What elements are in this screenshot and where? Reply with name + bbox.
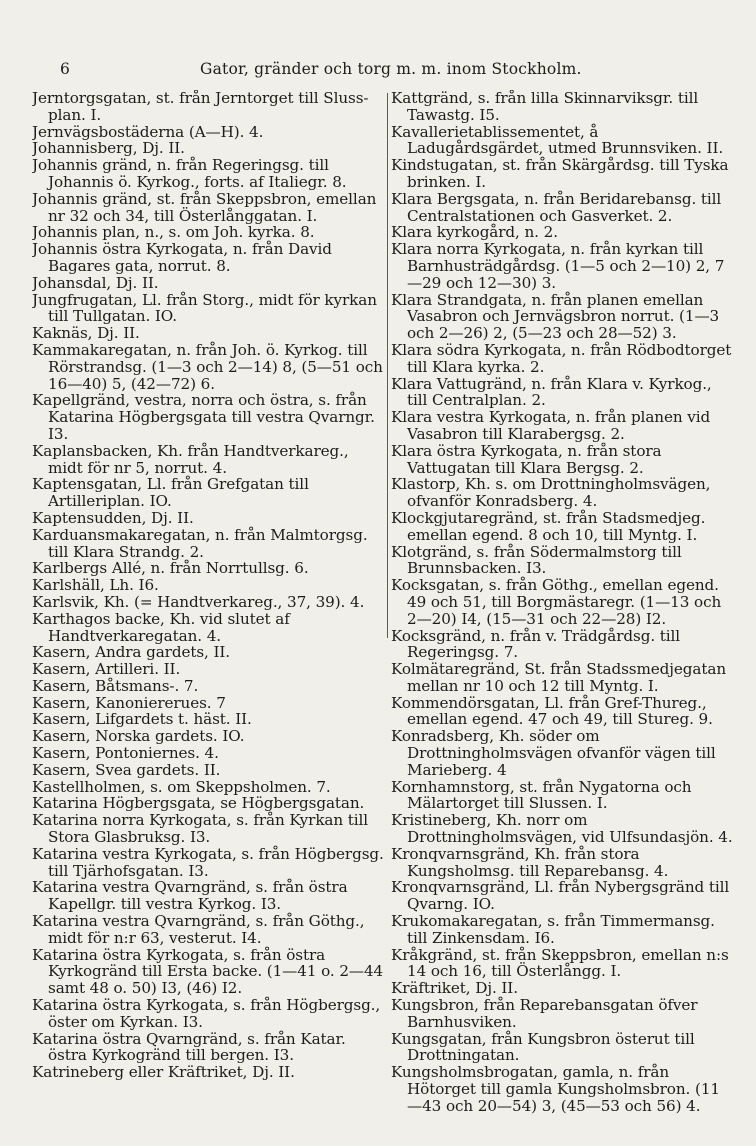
index-entry: Johannis gränd, st. från Skeppsbron, emellan nr 32 och 34, till Österlånggatan. I. bbox=[32, 189, 377, 225]
index-entry: Kaptensudden, Dj. II. bbox=[32, 508, 194, 527]
index-entry: Johannis gränd, n. från Regeringsg. till Johannis ö. Kyrkog., forts. af Italiegr. 8. bbox=[32, 156, 347, 191]
index-entry: Karthagos backe, Kh. vid slutet af Handtverkaregatan. 4. bbox=[32, 609, 290, 645]
index-entry: Johannis östra Kyrkogata, n. från David Bagares gata, norrut. 8. bbox=[32, 240, 332, 275]
index-entry: Katarina norra Kyrkogata, s. från Kyrkan till Stora Glasbruksg. I3. bbox=[32, 811, 369, 847]
index-entry: Kasern, Svea gardets. II. bbox=[32, 760, 221, 779]
index-entry: Johansdal, Dj. II. bbox=[32, 273, 159, 292]
index-entry: Karlsvik, Kh. (= Handtverkareg., 37, 39). 4. bbox=[32, 592, 365, 611]
index-entry: Klotgränd, s. från Södermalmstorg till Brunnsbacken. I3. bbox=[391, 542, 682, 578]
index-entry: Kronqvarnsgränd, Kh. från stora Kungsholmsg. till Reparebansg. 4. bbox=[391, 844, 669, 880]
index-entry: Jungfrugatan, Ll. från Storg., midt för kyrkan till Tullgatan. IO. bbox=[32, 290, 377, 326]
index-entry: Klastorp, Kh. s. om Drottningholmsvägen, ofvanför Konradsberg. 4. bbox=[391, 475, 711, 511]
index-entry: Kasern, Pontoniernes. 4. bbox=[32, 744, 219, 763]
index-entry: Katarina östra Kyrkogata, s. från östra Kyrkogränd till Ersta backe. (1—41 o. 2—44 samt 48 o. 50) I3, (46) I2. bbox=[32, 945, 384, 998]
index-entry: Kungsholmsbrogatan, gamla, n. från Hötorget till gamla Kungsholmsbron. (11—43 och 20—54) 3, (45—53 och 56) 4. bbox=[391, 1063, 720, 1115]
index-entry: Kapellgränd, vestra, norra och östra, s. från Katarina Högbergsgata till vestra Qvarngr. I3. bbox=[32, 391, 375, 443]
index-entry: Kungsgatan, från Kungsbron österut till Drottningatan. bbox=[391, 1029, 695, 1065]
index-entry: Kavallerietablissementet, å Ladugårdsgärdet, utmed Brunnsviken. II. bbox=[391, 122, 724, 158]
index-entry: Klara Bergsgata, n. från Beridarebansg. till Centralstationen och Gasverket. 2. bbox=[391, 189, 722, 225]
index-entry: Kaknäs, Dj. II. bbox=[32, 324, 140, 343]
index-entry: Johannis plan, n., s. om Joh. kyrka. 8. bbox=[32, 223, 315, 242]
column-divider bbox=[387, 93, 388, 638]
page-header bbox=[40, 60, 730, 82]
index-entry: Klara östra Kyrkogata, n. från stora Vattugatan till Klara Bergsg. 2. bbox=[391, 441, 662, 477]
index-entry: Kasern, Båtsmans-. 7. bbox=[32, 676, 199, 695]
index-entry: Karlbergs Allé, n. från Norrtullsg. 6. bbox=[32, 559, 309, 578]
index-entry: Katarina östra Kyrkogata, s. från Högbergsg., öster om Kyrkan. I3. bbox=[32, 996, 381, 1031]
index-entry: Klara norra Kyrkogata, n. från kyrkan till Barnhusträdgårdsg. (1—5 och 2—10) 2, 7—29 och 12—30) 3. bbox=[391, 240, 725, 292]
index-entry: Kasern, Norska gardets. IO. bbox=[32, 727, 245, 746]
index-entry: Johannisberg, Dj. II. bbox=[32, 139, 185, 158]
index-entry: Kommendörsgatan, Ll. från Gref-Thureg., emellan egend. 47 och 49, till Stureg. 9. bbox=[391, 693, 713, 729]
index-entry: Klara kyrkogård, n. 2. bbox=[391, 223, 558, 242]
index-entry: Kristineberg, Kh. norr om Drottningholmsvägen, vid Ulfsundasjön. 4. bbox=[391, 811, 733, 847]
page-number: 6 bbox=[60, 60, 70, 78]
index-entry: Kråkgränd, st. från Skeppsbron, emellan n:s 14 och 16, till Österlångg. I. bbox=[391, 945, 729, 981]
index-entry: Jerntorgsgatan, st. från Jerntorget till Sluss-plan. I. bbox=[32, 90, 369, 124]
index-entry: Kammakaregatan, n. från Joh. ö. Kyrkog. till Rörstrandsg. (1—3 och 2—14) 8, (5—51 och 16—40) 5, (42—72) 6. bbox=[32, 340, 383, 393]
index-entry: Klara södra Kyrkogata, n. från Rödbodtorget till Klara kyrka. 2. bbox=[391, 340, 732, 376]
index-entry: Karlshäll, Lh. I6. bbox=[32, 576, 159, 595]
index-entry: Kornhamnstorg, st. från Nygatorna och Mälartorget till Slussen. I. bbox=[391, 777, 692, 813]
index-entry: Kattgränd, s. från lilla Skinnarviksgr. till Tawastg. I5. bbox=[391, 90, 699, 124]
running-title: Gator, gränder och torg m. m. inom Stockholm. bbox=[200, 60, 582, 78]
index-entry: Kasern, Kanoniererues. 7 bbox=[32, 693, 226, 712]
index-entry: Katrineberg eller Kräftriket, Dj. II. bbox=[32, 1063, 295, 1082]
index-entry: Katarina östra Qvarngränd, s. från Katar. östra Kyrkogränd till bergen. I3. bbox=[32, 1029, 346, 1065]
index-entry: Kocksgränd, n. från v. Trädgårdsg. till Regeringsg. 7. bbox=[391, 626, 681, 662]
index-entry: Kasern, Lifgardets t. häst. II. bbox=[32, 710, 252, 729]
index-entry: Karduansmakaregatan, n. från Malmtorgsg. till Klara Strandg. 2. bbox=[32, 525, 368, 561]
index-entry: Kocksgatan, s. från Göthg., emellan egend. 49 och 51, till Borgmästaregr. (1—13 och 2—20) I4, (15—31 och 22—28) I2. bbox=[391, 576, 722, 628]
left-column bbox=[32, 90, 384, 1130]
index-entry: Katarina vestra Kyrkogata, s. från Högbergsg. till Tjärhofsgatan. I3. bbox=[32, 844, 384, 880]
index-entry: Katarina vestra Qvarngränd, s. från östra Kapellgr. till vestra Kyrkog. I3. bbox=[32, 878, 348, 914]
index-entry: Katarina vestra Qvarngränd, s. från Göthg., midt för n:r 63, vesterut. I4. bbox=[32, 912, 365, 947]
index-entry: Kräftriket, Dj. II. bbox=[391, 979, 518, 998]
index-entry: Kungsbron, från Reparebansgatan öfver Barnhusviken. bbox=[391, 996, 698, 1031]
index-entry: Klara vestra Kyrkogata, n. från planen vid Vasabron till Klarabergsg. 2. bbox=[391, 408, 711, 443]
index-entry: Kolmätaregränd, St. från Stadssmedjegatan mellan nr 10 och 12 till Myntg. I. bbox=[391, 660, 727, 695]
index-entry: Krukomakaregatan, s. från Timmermansg. till Zinkensdam. I6. bbox=[391, 912, 715, 947]
index-entry: Kasern, Artilleri. II. bbox=[32, 660, 181, 679]
index-entry: Jernvägsbostäderna (A—H). 4. bbox=[32, 122, 264, 141]
index-entry: Klockgjutaregränd, st. från Stadsmedjeg. emellan egend. 8 och 10, till Myntg. I. bbox=[391, 508, 706, 544]
index-entry: Kronqvarnsgränd, Ll. från Nybergsgränd till Qvarng. IO. bbox=[391, 878, 730, 914]
index-entry: Konradsberg, Kh. söder om Drottningholmsvägen ofvanför vägen till Marieberg. 4 bbox=[391, 727, 716, 779]
right-column bbox=[391, 90, 733, 1130]
index-entry: Kastellholmen, s. om Skeppsholmen. 7. bbox=[32, 777, 331, 796]
index-entry: Katarina Högbergsgata, se Högbergsgatan. bbox=[32, 794, 365, 813]
index-entry: Kaplansbacken, Kh. från Handtverkareg., midt för nr 5, norrut. 4. bbox=[32, 441, 349, 477]
index-entry: Kaptensgatan, Ll. från Grefgatan till Artilleriplan. IO. bbox=[32, 475, 309, 511]
index-entry: Kindstugatan, st. från Skärgårdsg. till Tyska brinken. I. bbox=[391, 156, 729, 191]
index-entry: Klara Strandgata, n. från planen emellan Vasabron och Jernvägsbron norrut. (1—3 och 2—26) 2, (5—23 och 28—52) 3. bbox=[391, 290, 720, 343]
index-entry: Klara Vattugränd, n. från Klara v. Kyrkog., till Centralplan. 2. bbox=[391, 374, 712, 410]
index-entry: Kasern, Andra gardets, II. bbox=[32, 643, 231, 662]
